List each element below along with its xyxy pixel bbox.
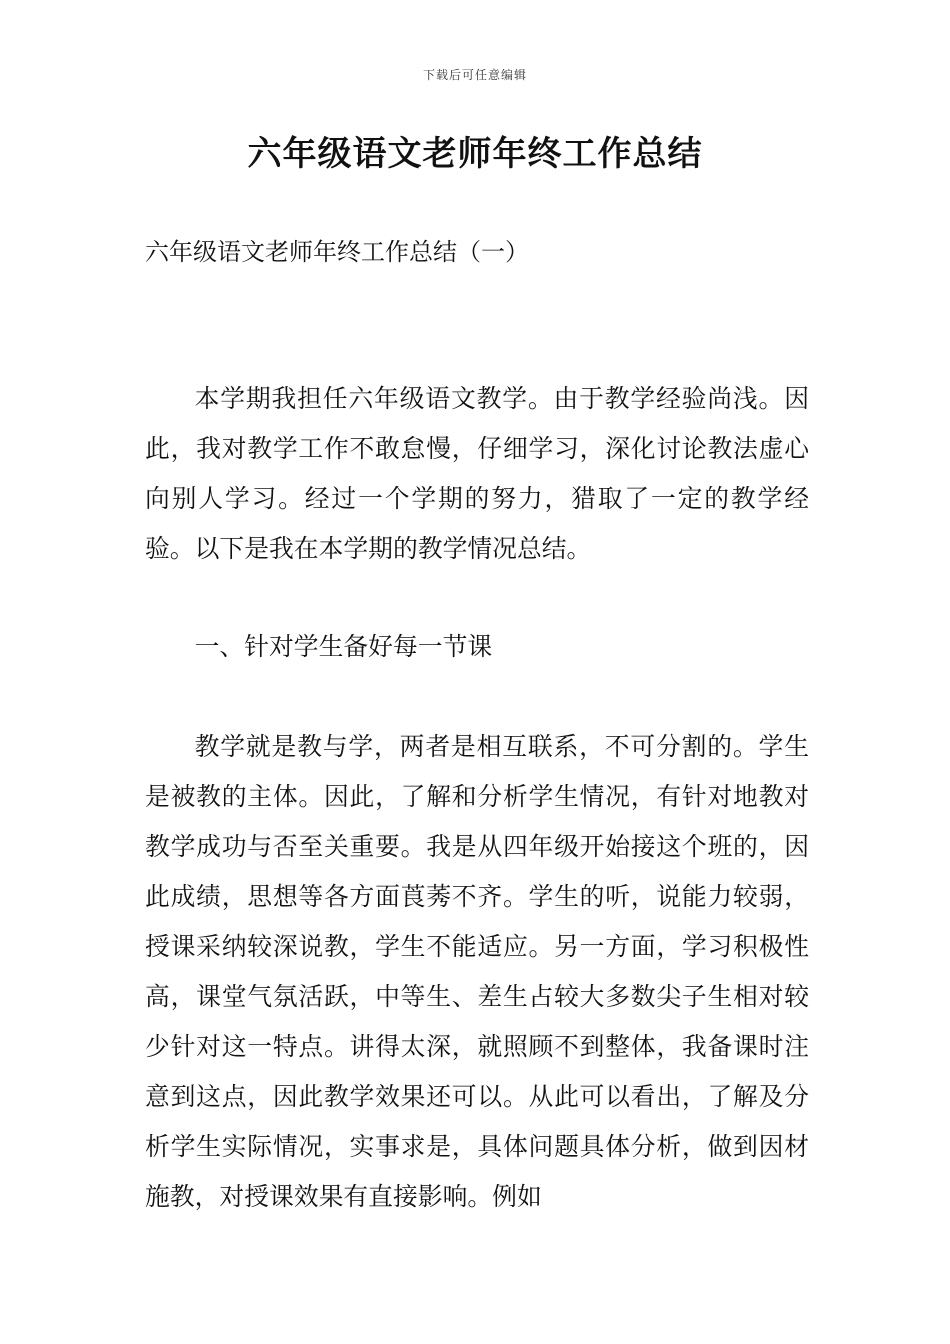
intro-paragraph: 本学期我担任六年级语文教学。由于教学经验尚浅。因此，我对教学工作不敢怠慢，仔细学习，深化讨论教法虚心向别人学习。经过一个学期的努力，猎取了一定的教学经验。以下是我在本学期的教学情况总结。 bbox=[145, 384, 809, 563]
document-subtitle: 六年级语文老师年终工作总结（一） bbox=[145, 238, 529, 266]
section-heading: 一、针对学生备好每一节课 bbox=[194, 632, 493, 661]
header-note: 下载后可任意编辑 bbox=[422, 68, 527, 82]
section-paragraph: 教学就是教与学，两者是相互联系，不可分割的。学生是被教的主体。因此，了解和分析学生情况，有针对地教对教学成功与否至关重要。我是从四年级开始接这个班的，因此成绩，思想等各方面莨莠不齐。学生的听，说能力较弱，授课采纳较深说教，学生不能适应。另一方面，学习积极性高，课堂气氛活跃，中等生、差生占较大多数尖子生相对较少针对这一特点。讲得太深，就照顾不到整体，我备课时注意到这点，因此教学效果还可以。从此可以看出，了解及分析学生实际情况，实事求是，具体问题具体分析，做到因材施教，对授课效果有直接影响。例如 bbox=[145, 732, 809, 1211]
document-title: 六年级语文老师年终工作总结 bbox=[247, 134, 703, 174]
